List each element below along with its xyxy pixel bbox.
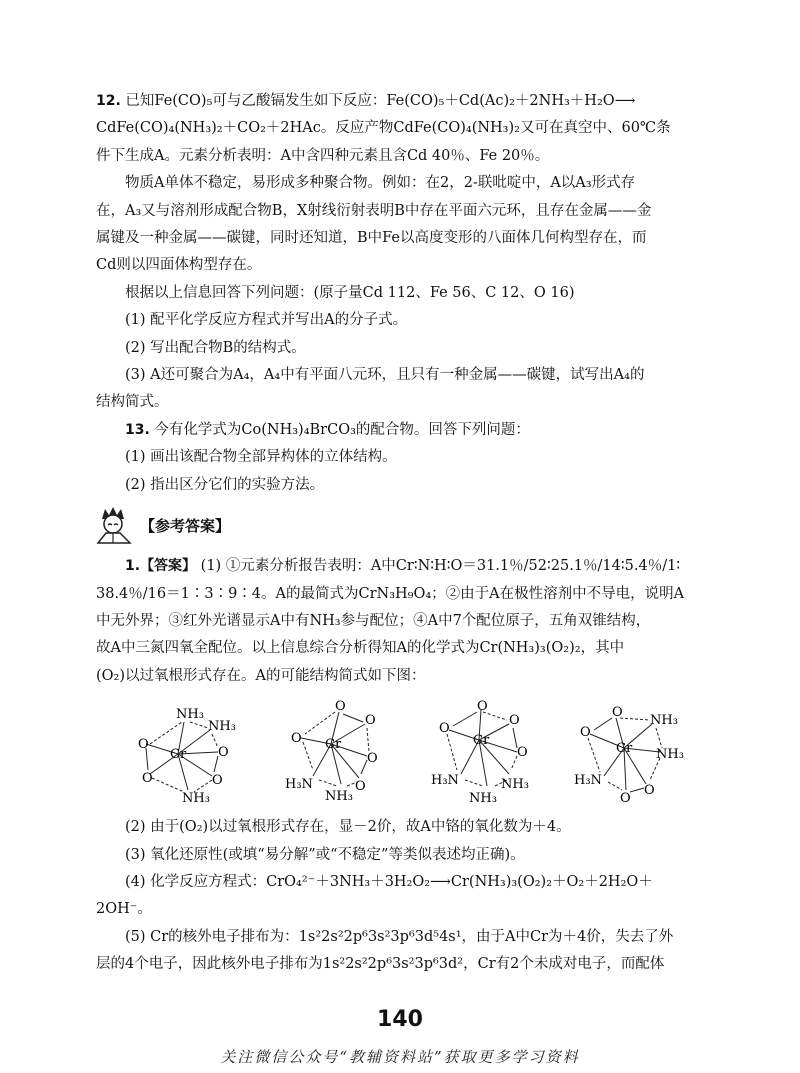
a5-line-1: (5) Cr的核外电子排布为：1s²2s²2p⁶3s²3p⁶3d⁵4s¹，由于A中Cr为＋4价，失去了外 (125, 928, 674, 945)
p13-question-2: (2) 指出区分它们的实验方法。 (125, 476, 325, 493)
a1-line-2: 38.4％/16＝1∶3∶9∶4。A的最简式为CrN₃H₉O₄；②由于A在极性溶剂中不导电，说明A (96, 585, 685, 602)
s4-bottom-left: H₃N (573, 773, 602, 789)
p12-line-4: 物质A单体不稳定，易形成多种聚合物。例如：在2，2‐联吡啶中，A以A₃形式存 (125, 175, 636, 192)
s1-o3: O (218, 745, 229, 761)
p12-line-1: 12. 已知Fe(CO)₅可与乙酸镉发生如下反应：Fe(CO)₅＋Cd(Ac)₂＋2NH₃＋H₂O⟶ (96, 93, 636, 109)
structure-4 (572, 700, 692, 808)
p12-question-1: (1) 配平化学反应方程式并写出A的分子式。 (125, 312, 408, 329)
s4-top-right: NH₃ (649, 713, 678, 729)
s1-top-right: NH₃ (208, 719, 236, 735)
structure-2 (279, 700, 399, 808)
a1-line-1: 1.【答案】 (1) ①元素分析报告表明：A中Cr∶N∶H∶O＝31.1％/52∶25.1％/14∶5.4％/1∶ (125, 558, 681, 575)
s2-right: O (366, 751, 378, 767)
a5-line-2: 层的4个电子，因此核外电子排布为1s²2s²2p⁶3s²3p⁶3d²，Cr有2个未成对电子，而配体 (96, 956, 665, 973)
s2-left: O (290, 731, 302, 747)
s1-o1: O (138, 737, 149, 753)
p12-number: 12. (96, 93, 121, 109)
p12-line-5: 在，A₃又与溶剂形成配合物B，X射线衍射表明B中存在平面六元环，且存在金属——金 (96, 202, 652, 219)
s3-bottom-left: H₃N (431, 773, 460, 789)
a4-line-1: (4) 化学反应方程式：CrO₄²⁻＋3NH₃＋3H₂O₂⟶Cr(NH₃)₃(O₂)₂＋O₂＋2H₂O＋ (125, 873, 653, 890)
s3-right: O (517, 745, 528, 761)
s1-cr: Cr (170, 747, 187, 763)
structure-3 (425, 700, 545, 808)
a1-line-4: 故A中三氮四氧全配位。以上信息综合分析得知A的化学式为Cr(NH₃)₃(O₂)₂，其中 (96, 640, 625, 657)
page-content (96, 88, 708, 979)
s4-cr: Cr (615, 741, 633, 757)
s3-cr: Cr (473, 733, 490, 749)
s4-top: O (611, 705, 623, 721)
s4-bottom: O (619, 791, 631, 807)
a2-line: (2) 由于(O₂)以过氧根形式存在，显－2价，故A中铬的氧化数为＋4。 (125, 819, 571, 836)
p12-question-2: (2) 写出配合物B的结构式。 (125, 339, 306, 356)
s2-bottom-right: O (354, 779, 366, 795)
s4-bottom-right: O (643, 783, 655, 799)
s1-o2: O (142, 771, 153, 787)
p12-question-3-cont: 结构简式。 (96, 394, 169, 411)
s2-bottom-left: H₃N (284, 777, 313, 793)
student-reading-icon (96, 505, 132, 545)
s3-bottom-right: NH₃ (501, 777, 530, 793)
s2-cr: Cr (324, 737, 341, 753)
s4-right: NH₃ (655, 747, 684, 763)
p13-question-1: (1) 画出该配合物全部异构体的立体结构。 (125, 449, 397, 466)
a1-line-3: 中无外界；③红外光谱显示A中有NH₃参与配位；④A中7个配位原子，五角双锥结构， (96, 612, 651, 629)
answer-section-header (96, 503, 708, 547)
p13-line-1: 13. 今有化学式为Co(NH₃)₄BrCO₃的配合物。回答下列问题： (125, 421, 530, 438)
p12-line-3: 件下生成A。元素分析表明：A中含四种元素且含Cd 40％、Fe 20％。 (96, 147, 550, 164)
s1-o4: O (212, 773, 223, 789)
s3-top: O (477, 700, 488, 715)
p12-line-7: Cd则以四面体构型存在。 (96, 257, 262, 274)
p12-line-8: 根据以上信息回答下列问题：(原子量Cd 112、Fe 56、C 12、O 16) (125, 284, 575, 301)
p12-line-2: CdFe(CO)₄(NH₃)₂＋CO₂＋2HAc。反应产物CdFe(CO)₄(NH₃)₂又可在真空中、60℃条 (96, 120, 671, 137)
s2-top-right: O (364, 713, 376, 729)
s3-top-right: O (509, 713, 520, 729)
s2-top: O (334, 700, 346, 715)
s1-top: NH₃ (176, 707, 204, 723)
footer-note: 关注微信公众号“教辅资料站”获取更多学习资料 (220, 1048, 580, 1066)
s1-bottom: NH₃ (182, 791, 210, 807)
page-number: 140 (377, 1007, 423, 1032)
p13-number: 13. (125, 421, 150, 438)
s3-top-left: O (439, 721, 450, 737)
p12-line-6: 属键及一种金属——碳键，同时还知道，B中Fe以高度变形的八面体几何构型存在，而 (96, 230, 647, 247)
answer-tag: 【答案】 (140, 558, 197, 575)
structure-1 (132, 700, 252, 808)
a3-line: (3) 氧化还原性(或填“易分解”或“不稳定”等类似表述均正确)。 (125, 846, 525, 863)
p12-question-3: (3) A还可聚合为A₄，A₄中有平面八元环，且只有一种金属——碳键，试写出A₄的 (125, 367, 645, 384)
s4-top-left: O (579, 725, 591, 741)
s3-bottom: NH₃ (469, 791, 498, 807)
a1-line-5: (O₂)以过氧根形式存在。A的可能结构简式如下图： (96, 667, 426, 684)
structure-diagrams (132, 700, 692, 808)
s2-bottom: NH₃ (324, 789, 353, 805)
answer-section-title: 【参考答案】 (140, 516, 231, 535)
a4-line-2: 2OH⁻。 (96, 901, 152, 918)
